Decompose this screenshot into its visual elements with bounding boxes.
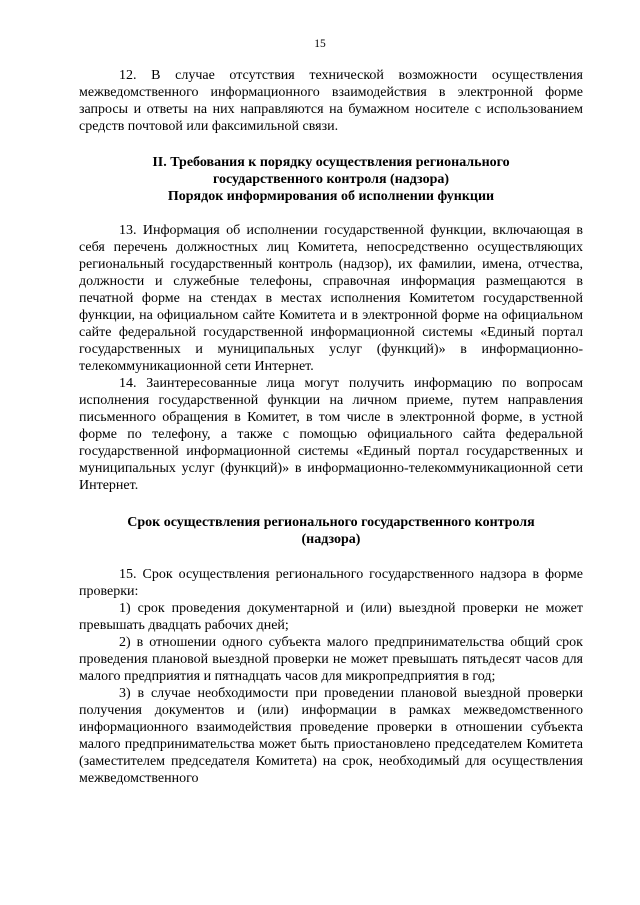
document-body — [79, 67, 583, 787]
section-heading-requirements — [79, 154, 583, 205]
paragraph-14: 14. Заинтересованные лица могут получить информацию по вопросам исполнения государственной функции на личном приеме, путем направления письменного обращения в Комитет, в том числе в электронной форме, в устной форме по телефону, а также с помощью официального сайта федеральной государственной информационной системы «Единый портал государственных и муниципальных услуг (функций)» в информационно-телекоммуникационной сети Интернет. — [79, 376, 583, 493]
page-number: 15 — [314, 38, 326, 50]
paragraph-15-item-3: 3) в случае необходимости при проведении плановой выездной проверки получения документов и (или) информации в рамках межведомственного информационного взаимодействия проведение проверки в отношении субъекта малого предпринимательства может быть приостановлено председателем Комитета (заместителем председателя Комитета) на срок, необходимый для осуществления межведомственного — [79, 686, 583, 786]
heading-line: государственного контроля (надзора) — [212, 172, 450, 187]
heading-line: II. Требования к порядку осуществления регионального — [152, 155, 510, 170]
heading-line: (надзора) — [301, 532, 361, 547]
heading-line: Срок осуществления регионального государственного контроля — [127, 515, 535, 530]
paragraph-15-item-1: 1) срок проведения документарной и (или) выездной проверки не может превышать двадцать рабочих дней; — [79, 601, 583, 633]
paragraph-12: 12. В случае отсутствия технической возможности осуществления межведомственного информационного взаимодействия в электронной форме запросы и ответы на них направляются на бумажном носителе с использованием средств почтовой или факсимильной связи. — [79, 68, 583, 134]
paragraph-15: 15. Срок осуществления регионального государственного надзора в форме проверки: — [79, 567, 583, 599]
section-heading-term — [79, 514, 583, 548]
paragraph-13: 13. Информация об исполнении государственной функции, включающая в себя перечень должностных лиц Комитета, непосредственно осуществляющих региональный государственный контроль (надзор), их фамилии, имена, отчества, должности и служебные телефоны, справочная информация размещаются в печатной форме на стендах в местах исполнения Комитетом государственной функции, на официальном сайте Комитета и в электронной форме на официальном сайте федеральной государственной информационной системы «Единый портал государственных и муниципальных услуг (функций)» в информационно-телекоммуникационной сети Интернет. — [79, 223, 583, 374]
heading-line: Порядок информирования об исполнении функции — [167, 189, 495, 204]
paragraph-15-item-2: 2) в отношении одного субъекта малого предпринимательства общий срок проведения плановой выездной проверки не может превышать пятьдесят часов для малого предприятия и пятнадцать часов для микропредприятия в год; — [79, 635, 583, 684]
